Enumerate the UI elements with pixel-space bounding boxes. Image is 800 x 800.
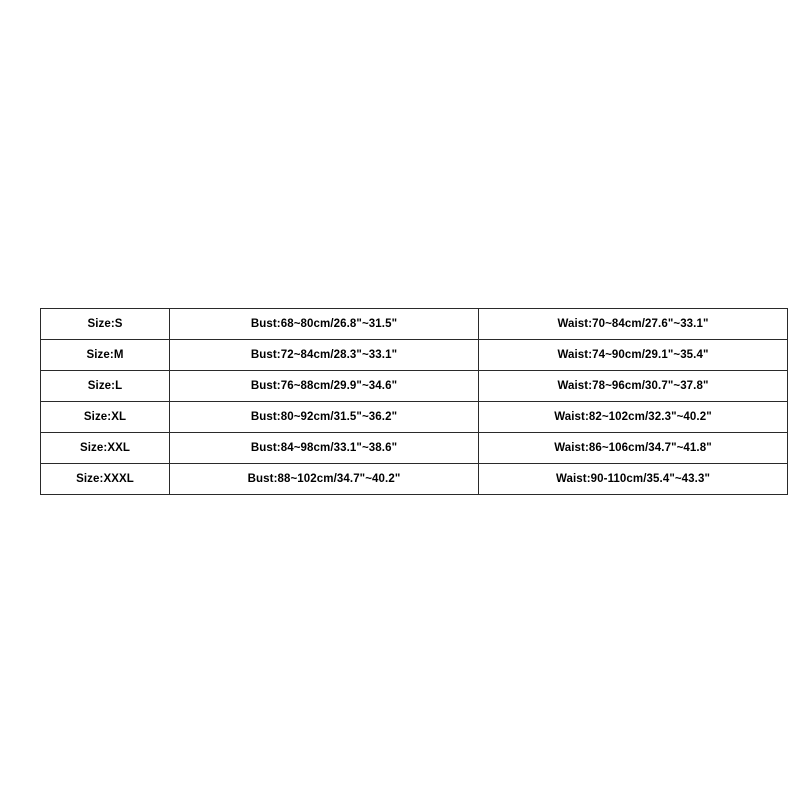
cell-bust: Bust:84~98cm/33.1"~38.6": [170, 433, 479, 464]
cell-waist: Waist:86~106cm/34.7"~41.8": [479, 433, 788, 464]
size-chart-body: [41, 309, 788, 495]
cell-size: Size:S: [41, 309, 170, 340]
table-row: [41, 433, 788, 464]
cell-waist: Waist:78~96cm/30.7"~37.8": [479, 371, 788, 402]
cell-size: Size:L: [41, 371, 170, 402]
cell-size: Size:XXL: [41, 433, 170, 464]
cell-bust: Bust:80~92cm/31.5"~36.2": [170, 402, 479, 433]
table-row: [41, 402, 788, 433]
size-chart-table: [40, 308, 788, 495]
cell-waist: Waist:70~84cm/27.6"~33.1": [479, 309, 788, 340]
cell-bust: Bust:88~102cm/34.7"~40.2": [170, 464, 479, 495]
cell-waist: Waist:74~90cm/29.1"~35.4": [479, 340, 788, 371]
table-row: [41, 340, 788, 371]
cell-bust: Bust:68~80cm/26.8"~31.5": [170, 309, 479, 340]
table-row: [41, 464, 788, 495]
cell-size: Size:XXXL: [41, 464, 170, 495]
table-row: [41, 309, 788, 340]
cell-size: Size:M: [41, 340, 170, 371]
table-row: [41, 371, 788, 402]
cell-bust: Bust:76~88cm/29.9"~34.6": [170, 371, 479, 402]
cell-waist: Waist:90-110cm/35.4"~43.3": [479, 464, 788, 495]
cell-bust: Bust:72~84cm/28.3"~33.1": [170, 340, 479, 371]
cell-waist: Waist:82~102cm/32.3"~40.2": [479, 402, 788, 433]
cell-size: Size:XL: [41, 402, 170, 433]
